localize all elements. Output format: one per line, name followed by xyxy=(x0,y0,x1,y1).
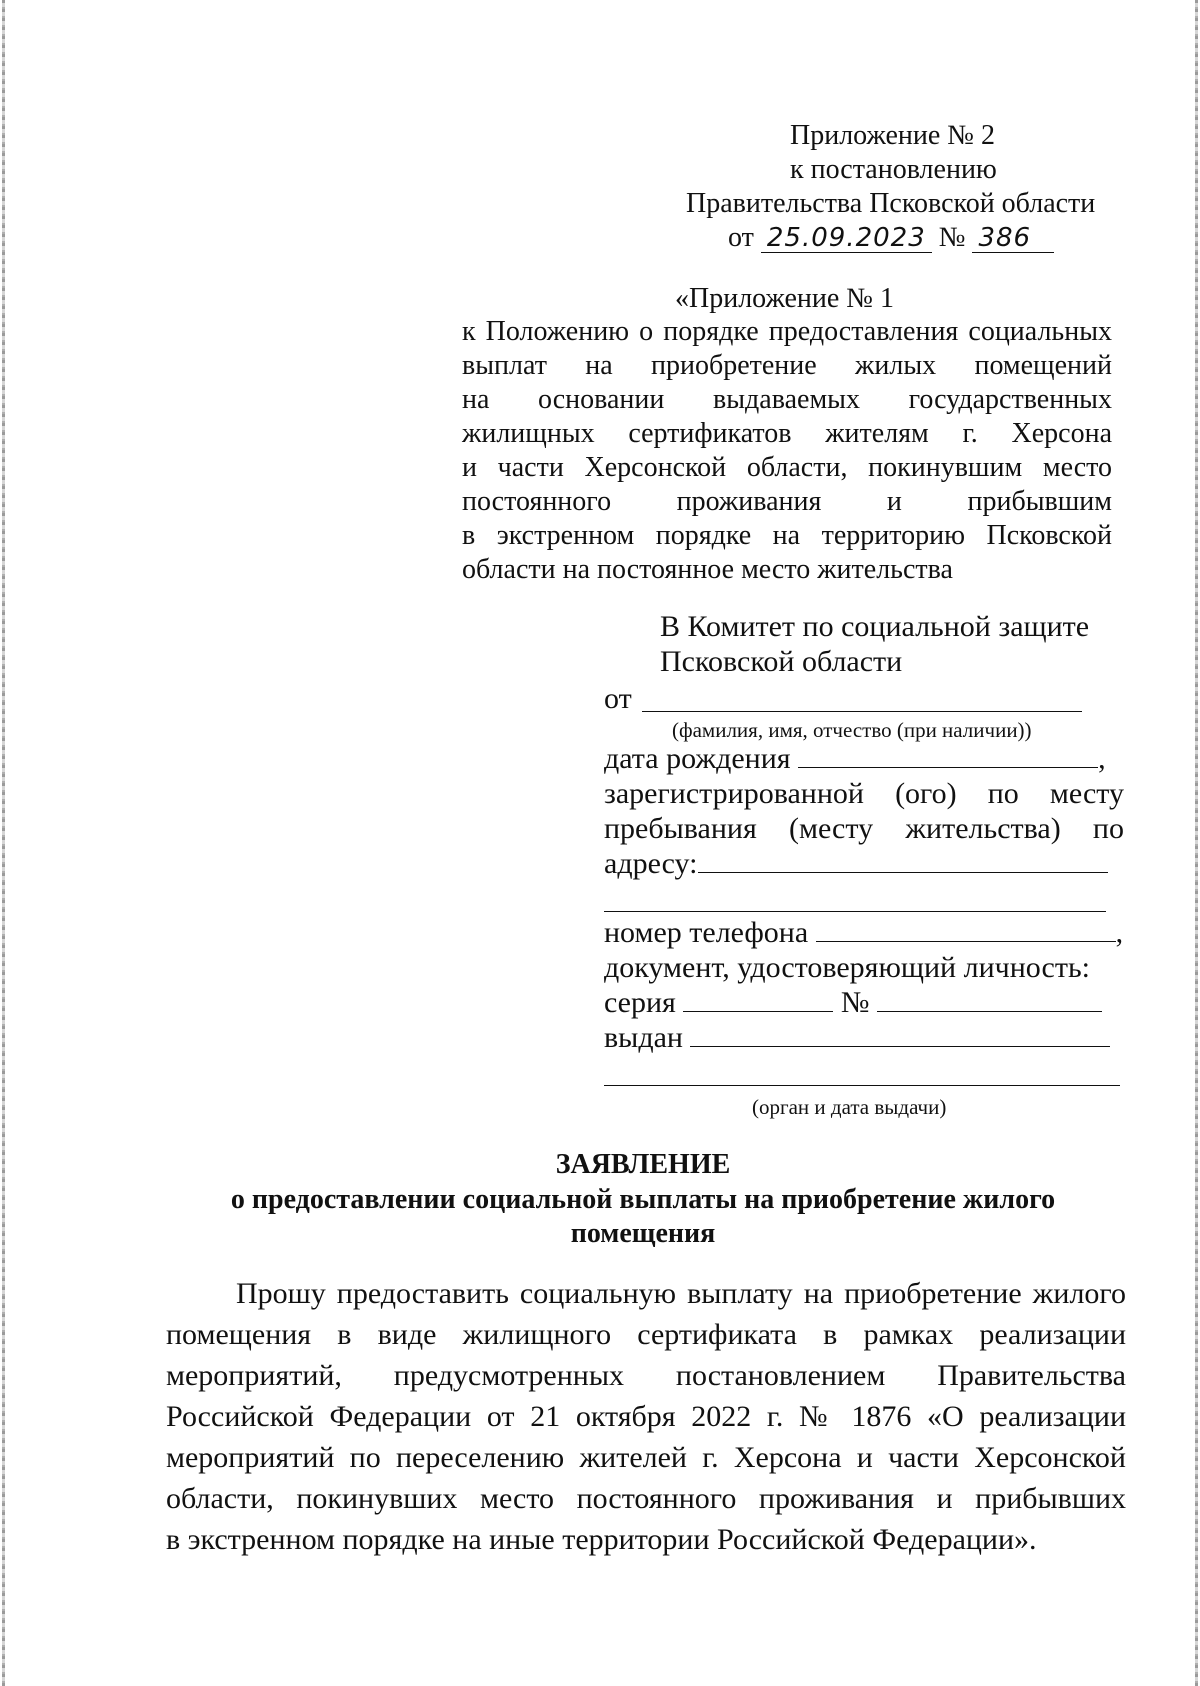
from-prefix: от xyxy=(728,222,754,253)
phone-label: номер телефона xyxy=(604,916,809,949)
appendix-number: Приложение № 2 xyxy=(790,120,995,151)
number-label: № xyxy=(840,986,870,1019)
body-line: области, покинувших место постоянного проживания и прибывших xyxy=(166,1482,1126,1515)
statement-title: ЗАЯВЛЕНИЕ xyxy=(555,1149,731,1180)
appendix-block-line: и части Херсонской области, покинувшим место xyxy=(462,452,1112,483)
appendix-block-line: на основании выдаваемых государственных xyxy=(462,384,1112,415)
body-line: в экстренном порядке на иные территории Российской Федерации». xyxy=(166,1523,1037,1556)
appendix-block-line: области на постоянное место жительства xyxy=(462,554,953,585)
appendix-block-line: в экстренном порядке на территорию Псковской xyxy=(462,520,1112,551)
from-label: от xyxy=(604,682,632,715)
birth-date-field[interactable] xyxy=(798,743,1098,768)
birth-date-row xyxy=(604,742,1106,776)
number-sign: № xyxy=(938,222,966,253)
body-line: мероприятий по переселению жителей г. Херсона и части Херсонской xyxy=(166,1441,1126,1474)
statement-subtitle: о предоставлении социальной выплаты на приобретение жилого xyxy=(230,1184,1056,1215)
scan-edge-right xyxy=(1195,0,1198,1686)
addressee-line: В Комитет по социальной защите xyxy=(660,610,1090,643)
comma: , xyxy=(1098,742,1106,775)
address-label: адресу: xyxy=(604,847,698,880)
address-field-line-2[interactable] xyxy=(604,911,1106,912)
registered-line: пребывания (месту жительства) по xyxy=(604,812,1124,845)
statement-subtitle: помещения xyxy=(570,1218,716,1249)
birth-date-label: дата рождения xyxy=(604,742,791,775)
issuer-hint: (орган и дата выдачи) xyxy=(752,1095,947,1119)
id-doc-label: документ, удостоверяющий личность: xyxy=(604,951,1090,984)
handwritten-date: 25.09.2023 xyxy=(761,224,932,253)
issued-label: выдан xyxy=(604,1021,683,1054)
body-line: Российской Федерации от 21 октября 2022 г. № 1876 «О реализации xyxy=(166,1400,1126,1433)
series-label: серия xyxy=(604,986,676,1019)
appendix-block-line: выплат на приобретение жилых помещений xyxy=(462,350,1112,381)
addressee-line: Псковской области xyxy=(660,645,903,678)
appendix-block-title: «Приложение № 1 xyxy=(675,283,894,314)
scan-edge-left xyxy=(2,0,5,1686)
name-hint: (фамилия, имя, отчество (при наличии)) xyxy=(672,718,1032,742)
phone-field[interactable] xyxy=(816,917,1116,942)
doc-number-field[interactable] xyxy=(877,987,1102,1012)
issued-field[interactable] xyxy=(690,1022,1110,1047)
body-line: помещения в виде жилищного сертификата в рамках реализации xyxy=(166,1318,1126,1351)
comma: , xyxy=(1115,916,1124,949)
to-resolution: к постановлению xyxy=(790,154,997,185)
series-row xyxy=(604,986,1102,1020)
issued-row xyxy=(604,1021,1110,1055)
series-field[interactable] xyxy=(683,987,833,1012)
resolution-date-line xyxy=(728,221,1054,255)
address-row xyxy=(604,847,1108,881)
appendix-block-line: жилищных сертификатов жителям г. Херсона xyxy=(462,418,1112,449)
phone-row xyxy=(604,916,1123,950)
appendix-block-line: к Положению о порядке предоставления социальных xyxy=(462,316,1112,347)
appendix-block-line: постоянного проживания и прибывшим xyxy=(462,486,1112,517)
body-line: Прошу предоставить социальную выплату на приобретение жилого xyxy=(236,1277,1126,1310)
government-name: Правительства Псковской области xyxy=(686,188,1096,219)
registered-line: зарегистрированной (ого) по месту xyxy=(604,777,1124,810)
address-field[interactable] xyxy=(698,848,1108,873)
name-field-line[interactable] xyxy=(642,711,1082,712)
handwritten-number: 386 xyxy=(972,224,1054,253)
issuer-field-line[interactable] xyxy=(604,1085,1120,1086)
body-line: мероприятий, предусмотренных постановлением Правительства xyxy=(166,1359,1126,1392)
